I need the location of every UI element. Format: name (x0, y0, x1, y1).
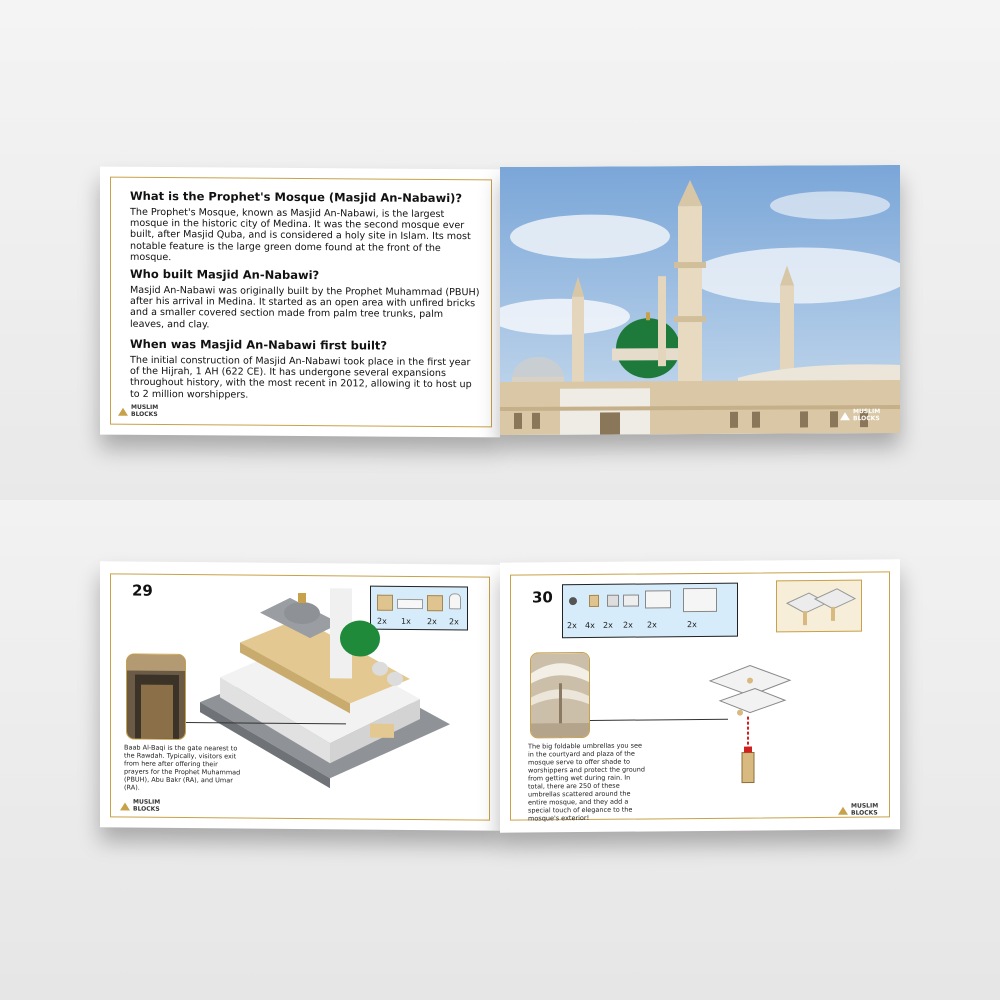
white-plate-icon (623, 595, 639, 607)
tan-round-piece-icon (589, 595, 599, 607)
logo-mark-icon (120, 802, 130, 810)
section-body: Masjid An-Nabawi was originally built by the Prophet Muhammad (PBUH) after his arrival in Medina. It started as an open area with unfired bricks and a smaller covered section made from palm tree trunks, palm leaves, and clay. (130, 284, 480, 330)
white-xl-plate-icon (683, 588, 717, 612)
brand-line2: BLOCKS (133, 805, 160, 813)
umbrellas-thumbnail (530, 652, 590, 739)
qa-section-what (130, 189, 480, 265)
gate-thumbnail (126, 653, 186, 740)
section-body: The initial construction of Masjid An-Nabawi took place in the first year of the Hijrah, 1 AH (622 CE). It has undergone several expansions throughout history, with the most recent in 2012, allowing it to host up to 2 million worshippers. (130, 354, 472, 401)
brand-logo (118, 405, 158, 418)
qa-section-when (130, 337, 480, 402)
brand-line1: MUSLIM (131, 403, 159, 412)
brand-line2: BLOCKS (851, 808, 878, 817)
part-count: 4x (585, 620, 595, 631)
sub-assembly-box (776, 580, 862, 633)
mosque-photo (500, 165, 900, 435)
instruction-page-30 (500, 559, 900, 832)
brand-logo (120, 799, 160, 812)
mosque-photo-page (500, 165, 900, 435)
instruction-page-29 (100, 561, 500, 830)
brand-logo (838, 803, 878, 816)
white-large-plate-icon (645, 590, 671, 608)
brand-line1: MUSLIM (133, 798, 161, 806)
logo-mark-icon (118, 407, 128, 415)
dark-round-piece-icon (569, 597, 577, 605)
brand-line2: BLOCKS (853, 414, 880, 422)
white-cone-icon (449, 593, 461, 609)
parts-box (562, 583, 738, 639)
section-heading: When was Masjid An-Nabawi first built? (130, 336, 388, 353)
part-count: 2x (623, 620, 633, 630)
part-count: 2x (427, 617, 437, 627)
part-count: 2x (377, 616, 387, 626)
part-count: 2x (687, 620, 697, 630)
brand-logo-light (840, 409, 880, 422)
umbrella-caption: The big foldable umbrellas you see in the courtyard and plaza of the mosque serve to offer shade to worshippers and protect the ground from getting wet during rain. In total, there are 250 of these umbrellas scattered around the entire mosque, and they add a special touch of elegance to the mosque's exterior! (528, 741, 646, 823)
section-body: The Prophet's Mosque, known as Masjid An-Nabawi, is the largest mosque in the historic city of Medina. It was the second mosque ever built, after Masjid Quba, and is considered a holy site in Islam. Its most notable feature is the large green dome found at the front of the mosque. (130, 206, 471, 263)
part-count: 2x (603, 620, 613, 630)
gate-caption: Baab Al-Baqi is the gate nearest to the Rawdah. Typically, visitors exit from here after offering their prayers for the Prophet Muhammad (PBUH), Abu Bakr (RA), and Umar (RA). (124, 743, 241, 792)
step-number: 30 (532, 588, 553, 607)
part-count: 2x (449, 617, 459, 627)
info-page (100, 167, 500, 438)
step-number: 29 (132, 581, 153, 600)
umbrella-assembly-illustration (700, 660, 810, 801)
brand-line2: BLOCKS (131, 410, 158, 418)
qa-section-who (130, 267, 480, 332)
part-count: 2x (647, 620, 657, 630)
gray-plate-icon (607, 595, 619, 607)
section-heading: Who built Masjid An-Nabawi? (130, 266, 320, 283)
umbrella-subassembly-preview (777, 581, 861, 632)
brand-line1: MUSLIM (851, 802, 879, 810)
brand-line1: MUSLIM (853, 408, 881, 416)
section-heading: What is the Prophet's Mosque (Masjid An-Nabawi)? (130, 188, 463, 206)
part-count: 1x (401, 616, 411, 626)
logo-mark-icon (840, 412, 850, 420)
part-count: 2x (567, 621, 577, 631)
logo-mark-icon (838, 806, 848, 814)
